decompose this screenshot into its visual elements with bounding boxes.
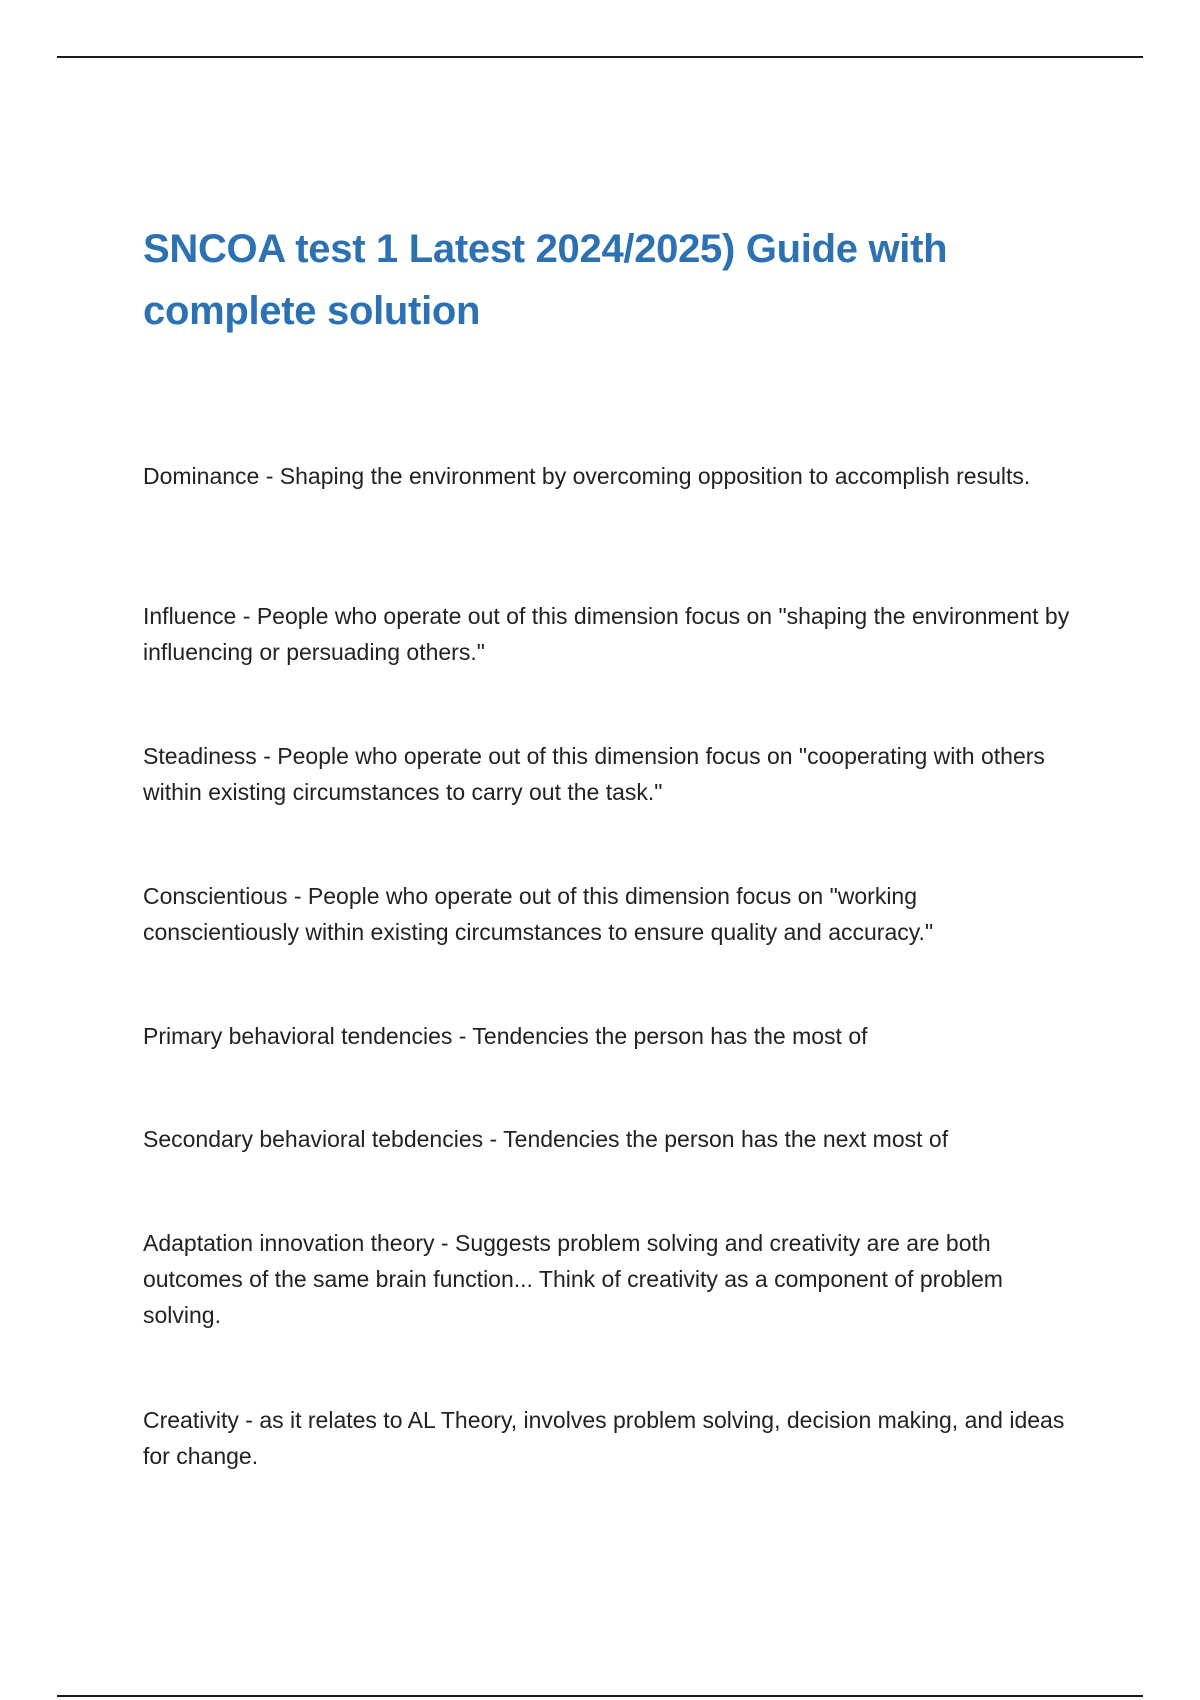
entry-definition: Shaping the environment by overcoming opposition to accomplish results. bbox=[279, 463, 1031, 489]
entry-definition: People who operate out of this dimension focus on "shaping the environment by influencing or persuading others." bbox=[143, 603, 1070, 665]
top-rule bbox=[57, 56, 1143, 58]
entry-primary-tendencies: Primary behavioral tendencies - Tendencies the person has the most of bbox=[143, 1023, 868, 1049]
entry-adaptation-innovation: Adaptation innovation theory - Suggests problem solving and creativity are are both outcomes of the same brain function... Think of creativity as a component of problem solving. bbox=[143, 1230, 1003, 1328]
document-title: SNCOA test 1 Latest 2024/2025) Guide with complete solution bbox=[143, 227, 948, 333]
entry-definition: Suggests problem solving and creativity are are both outcomes of the same brain function... Think of creativity as a component of problem solving. bbox=[143, 1230, 1003, 1328]
entry-dominance: Dominance - Shaping the environment by overcoming opposition to accomplish results. bbox=[143, 463, 1031, 489]
entry-term: Creativity bbox=[143, 1407, 239, 1433]
entry-term: Conscientious bbox=[143, 883, 288, 909]
entry-term: Influence bbox=[143, 603, 237, 629]
page-content bbox=[143, 218, 1073, 1469]
entry-term: Dominance bbox=[143, 463, 260, 489]
entry-definition: People who operate out of this dimension focus on "working conscientiously within existing circumstances to ensure quality and accuracy." bbox=[143, 883, 934, 945]
entry-creativity: Creativity - as it relates to AL Theory, involves problem solving, decision making, and ideas for change. bbox=[143, 1407, 1065, 1469]
entry-definition: Tendencies the person has the next most of bbox=[503, 1126, 949, 1152]
entry-definition: People who operate out of this dimension focus on "cooperating with others within existing circumstances to carry out the task." bbox=[143, 743, 1045, 805]
entry-conscientious: Conscientious - People who operate out of this dimension focus on "working conscientiously within existing circumstances to ensure quality and accuracy." bbox=[143, 883, 934, 945]
entry-term: Primary behavioral tendencies bbox=[143, 1023, 453, 1049]
entry-steadiness: Steadiness - People who operate out of this dimension focus on "cooperating with others within existing circumstances to carry out the task." bbox=[143, 743, 1045, 805]
entry-definition: Tendencies the person has the most of bbox=[472, 1023, 868, 1049]
entry-term: Secondary behavioral tebdencies bbox=[143, 1126, 484, 1152]
entry-term: Adaptation innovation theory bbox=[143, 1230, 435, 1256]
entry-term: Steadiness bbox=[143, 743, 257, 769]
entry-influence: Influence - People who operate out of this dimension focus on "shaping the environment by influencing or persuading others." bbox=[143, 603, 1070, 665]
bottom-rule bbox=[57, 1695, 1143, 1697]
entry-secondary-tendencies: Secondary behavioral tebdencies - Tendencies the person has the next most of bbox=[143, 1126, 949, 1152]
entry-definition: as it relates to AL Theory, involves problem solving, decision making, and ideas for change. bbox=[143, 1407, 1065, 1469]
